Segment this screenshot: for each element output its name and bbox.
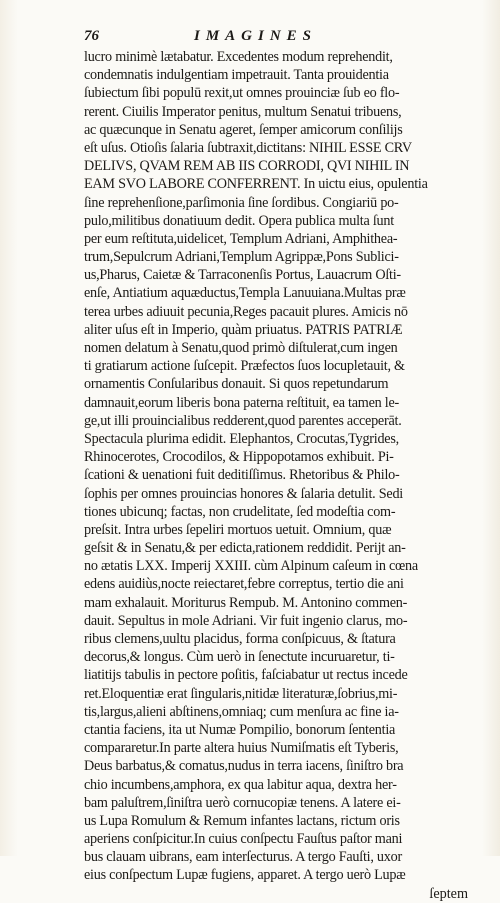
running-head [84,28,468,48]
text-line: rerent. Ciuilis Imperator penitus, multum Senatui tribuens, [84,103,402,120]
text-line: DELIVS, QVAM REM AB IIS CORRODI, QVI NIHIL IN [84,158,410,175]
text-line: eius conſpectum Lupæ fugiens, apparet. A tergo uerò Lupæ [84,867,406,884]
text-line: Deus barbatus,& comatus,nudus in terra iacens, ſiniſtro bra [84,758,404,775]
text-line: ti gratiarum actione ſuſcepit. Præfectos ſuos locupletauit, & [84,358,405,375]
text-line: chio incumbens,amphora, ex qua labitur aqua, dextra her- [84,776,397,793]
text-line: preſsit. Intra urbes ſepeliri mortuos uetuit. Omnium, quæ [84,521,392,538]
running-title: IMAGINES [194,28,318,44]
text-line: no ætatis LXX. Imperij XXIII. cùm Alpinum caſeum in cœna [84,558,418,575]
text-line: lucro minimè lætabatur. Excedentes modum reprehendit, [84,49,393,65]
text-line: terea urbes adiuuit pecunia,Reges pacauit plures. Amicis nō [84,303,408,320]
text-line: geſsit & in Senatu,& per edicta,rationem reddidit. Perijt an- [84,540,406,557]
text-line: us,Pharus, Caietæ & Tarraconenſis Portus, Lauacrum Oſti- [84,267,401,284]
text-line: bus clauam uibrans, eam interſecturus. A tergo Fauſti, uxor [84,849,402,866]
text-line: ſine reprehenſione,parſimonia ſine ſordibus. Congiariū po- [84,194,399,211]
text-line: ſcationi & uenationi fuit deditiſſimus. Rhetoribus & Philo- [84,467,400,484]
text-line: condemnatis indulgentiam impetrauit. Tanta prouidentia [84,67,389,84]
text-line: ctantia faciens, ita ut Numæ Pompilio, bonorum ſententia [84,721,396,738]
text-line: Spectacula plurima edidit. Elephantos, Crocutas,Tygrides, [84,430,399,447]
text-line: ribus clemens,uultu placidus, forma conſpicuus, & ſtatura [84,631,396,647]
text-line: tiones ubicunq; factas, non crudelitate, ſed modeſtia com- [84,503,396,520]
text-line: liatitijs tabulis in pectore poſitis, faſciabatur ut rectus incede [84,667,408,684]
text-line: ſophis per omnes prouincias honores & ſalaria detulit. Sedi [84,485,403,502]
text-line: ret.Eloquentiæ erat ſingularis,nitidæ literaturæ,ſobrius,mi- [84,685,398,702]
text-line: ac quæcunque in Senatu ageret, ſemper amicorum conſilijs [84,121,403,138]
text-line: ſubiectum ſibi populū rexit,ut omnes prouinciæ ſub eo flo- [84,85,400,102]
text-line: mam exhalauit. Moriturus Rempub. M. Antonino commen- [84,594,408,611]
text-line: ge,ut illi prouincialibus redderent,quod parentes acceperāt. [84,412,402,429]
text-line: nomen delatum à Senatu,quod primò diſtulerat,cum ingen [84,340,398,356]
page-number: 76 [84,28,99,44]
text-line: damnauit,eorum liberis bona paterna reſtituit, ea tamen le- [84,394,399,411]
text-line: decorus,& longus. Cùm uerò in ſenectute incuruaretur, ti- [84,649,395,666]
text-line: compararetur.In parte altera huius Numiſmatis eſt Tyberis, [84,740,399,757]
body-text [84,48,468,885]
text-line: enſe, Antiatium aquæductus,Templa Lanuuiana.Multas præ [84,285,406,302]
text-line: tis,largus,alieni abſtinens,omniaq; cum menſura ac fine ia- [84,703,399,720]
catchword: ſeptem [429,885,468,902]
text-line: trum,Sepulcrum Adriani,Templum Agrippæ,Pons Sublici- [84,249,399,266]
text-line: eſt uſus. Otioſis ſalaria ſubtraxit,dictitans: NIHIL ESSE CRV [84,139,412,156]
text-block [84,28,468,903]
text-line: aperiens conſpicitur.In cuius conſpectu Fauſtus paſtor mani [84,831,403,848]
text-line: EAM SVO LABORE CONFERRENT. In uictu eius, opulentia [84,176,428,193]
text-line: ornamentis Conſularibus donauit. Si quos repetundarum [84,376,389,393]
text-line: us Lupa Romulum & Remum infantes lactans, rictum oris [84,812,400,829]
text-line: pulo,militibus donatiuum dedit. Opera publica multa ſunt [84,212,394,229]
text-line: bam paluſtrem,ſiniſtra uerò cornucopiæ tenens. A latere ei- [84,794,401,811]
text-line: Rhinocerotes, Crocodilos, & Hippopotamos exhibuit. Pi- [84,449,394,466]
text-line: dauit. Sepultus in mole Adriani. Vir fuit ingenio clarus, mo- [84,612,408,629]
text-line: edens auidiùs,nocte reiectaret,febre correptus, tertio die ani [84,576,404,593]
text-line: aliter uſus eſt in Imperio, quàm priuatus. PATRIS PATRIÆ [84,321,403,338]
text-line: per eum reſtituta,uidelicet, Templum Adriani, Amphithea- [84,230,398,247]
